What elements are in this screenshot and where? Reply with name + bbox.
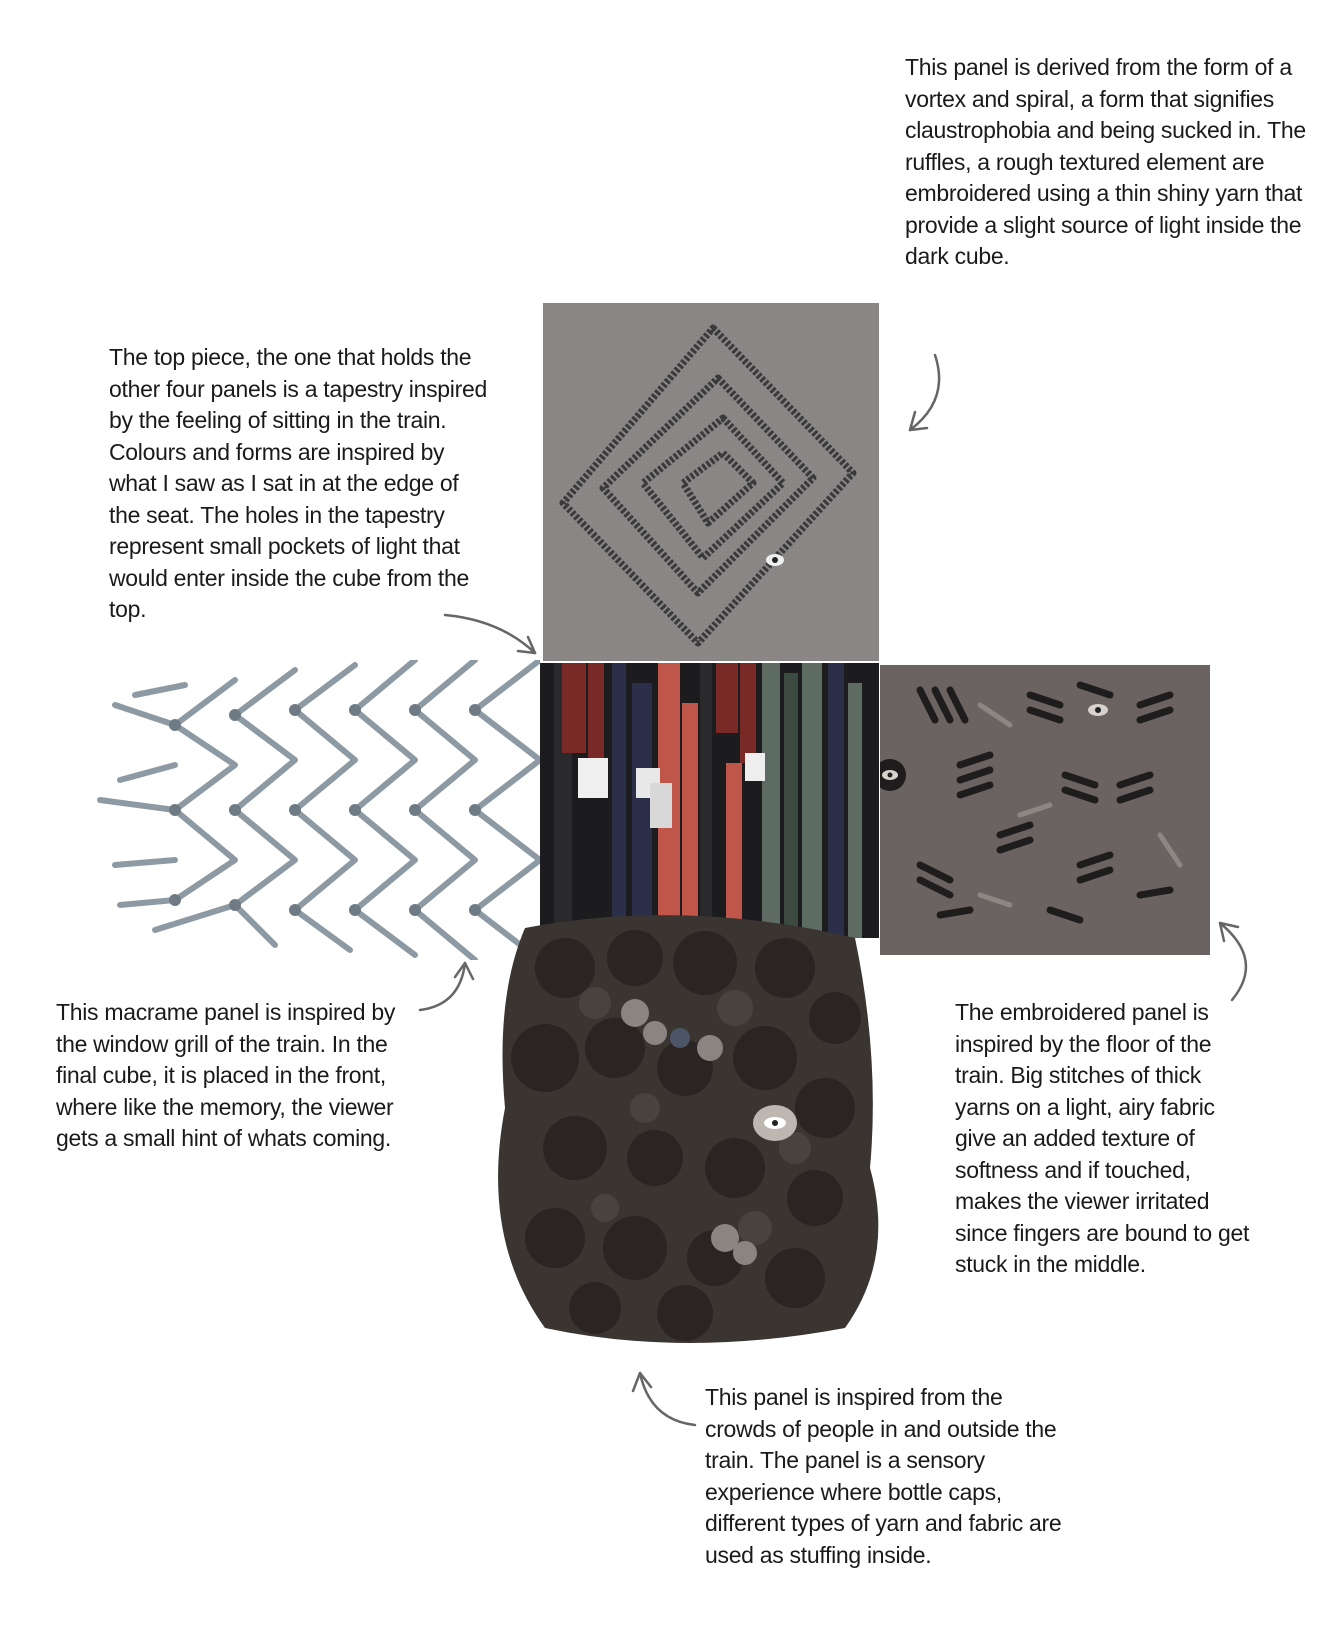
arrow-to-crowds-panel-icon (625, 1365, 700, 1435)
arrow-to-vortex-panel-icon (895, 350, 955, 440)
caption-embroidered-panel: The embroidered panel is inspired by the floor of the train. Big stitches of thick yarns on a light, airy fabric give an added texture of softness and if touched, makes the viewer irritated since fingers are bound to get stuck in the middle. (955, 999, 1250, 1277)
eye-icon (753, 1105, 797, 1141)
crowds-panel-image (485, 908, 895, 1353)
embroidered-panel-image (880, 665, 1210, 955)
caption-crowds-panel: This panel is inspired from the crowds of people in and outside the train. The panel is a sensory experience where bottle caps, different types of yarn and fabric are used as stuffing inside. (705, 1384, 1062, 1568)
caption-macrame-panel: This macrame panel is inspired by the window grill of the train. In the final cube, it is placed in the front, where like the memory, the viewer gets a small hint of whats coming. (56, 999, 396, 1151)
caption-tapestry-panel: The top piece, the one that holds the other four panels is a tapestry inspired by the feeling of sitting in the train. Colours and forms are inspired by what I saw as I sat in at the edge of the seat. The holes in the tapestry represent small pockets of light that would enter inside the cube from the top. (109, 344, 487, 622)
arrow-to-macrame-panel-icon (415, 955, 480, 1015)
tapestry-panel-image (540, 663, 879, 938)
arrow-to-tapestry-panel-icon (440, 605, 540, 660)
caption-vortex-panel: This panel is derived from the form of a vortex and spiral, a form that signifies claustrophobia and being sucked in. The ruffles, a rough textured element are embroidered using a thin shiny yarn that provide a slight source of light inside the dark cube. (905, 54, 1306, 269)
macrame-panel-image (95, 660, 540, 960)
eye-icon (1088, 704, 1108, 716)
eye-icon (766, 554, 784, 566)
arrow-to-embroidered-panel-icon (1210, 915, 1265, 1005)
vortex-panel-image (543, 303, 879, 661)
